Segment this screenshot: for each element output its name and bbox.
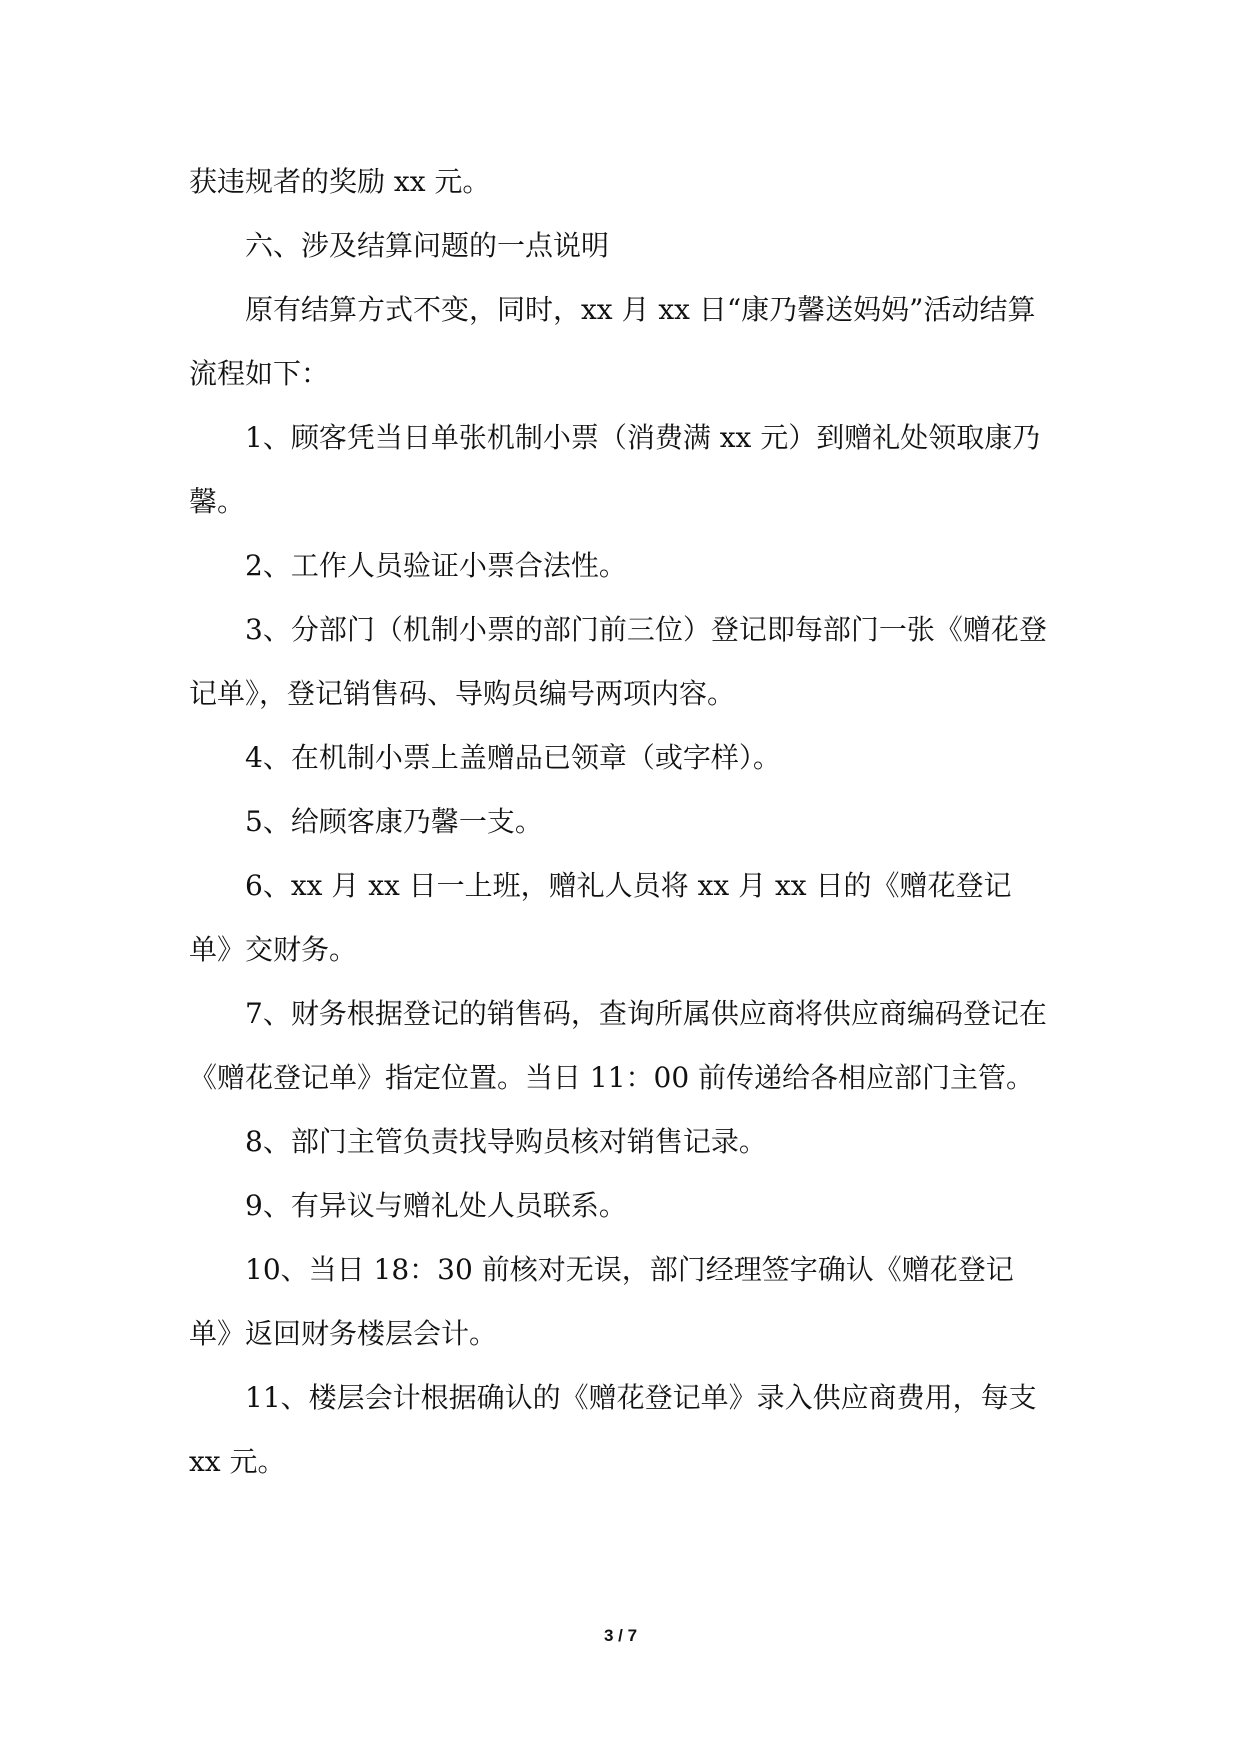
list-item: 1、顾客凭当日单张机制小票（消费满 xx 元）到赠礼处领取康乃馨。 <box>189 421 1041 518</box>
list-item: 9、有异议与赠礼处人员联系。 <box>245 1189 627 1222</box>
paragraph: 原有结算方式不变，同时，xx 月 xx 日“康乃馨送妈妈”活动结算流程如下： <box>189 293 1036 390</box>
document-body <box>189 150 1051 1494</box>
section-heading: 六、涉及结算问题的一点说明 <box>245 229 610 262</box>
list-item: 4、在机制小票上盖赠品已领章（或字样）。 <box>245 741 781 774</box>
list-item: 8、部门主管负责找导购员核对销售记录。 <box>245 1125 767 1158</box>
list-item: 2、工作人员验证小票合法性。 <box>245 549 627 582</box>
list-item: 7、财务根据登记的销售码，查询所属供应商将供应商编码登记在《赠花登记单》指定位置。当日 11：00 前传递给各相应部门主管。 <box>189 997 1047 1094</box>
paragraph: 获违规者的奖励 xx 元。 <box>189 165 491 198</box>
list-item: 11、楼层会计根据确认的《赠花登记单》录入供应商费用，每支 xx 元。 <box>189 1381 1037 1478</box>
list-item: 5、给顾客康乃馨一支。 <box>245 805 543 838</box>
list-item: 6、xx 月 xx 日一上班，赠礼人员将 xx 月 xx 日的《赠花登记单》交财务。 <box>189 869 1012 966</box>
list-item: 3、分部门（机制小票的部门前三位）登记即每部门一张《赠花登记单》，登记销售码、导购员编号两项内容。 <box>189 613 1047 710</box>
page-number: 3 / 7 <box>603 1626 638 1645</box>
list-item: 10、当日 18：30 前核对无误，部门经理签字确认《赠花登记单》返回财务楼层会计。 <box>189 1253 1014 1350</box>
